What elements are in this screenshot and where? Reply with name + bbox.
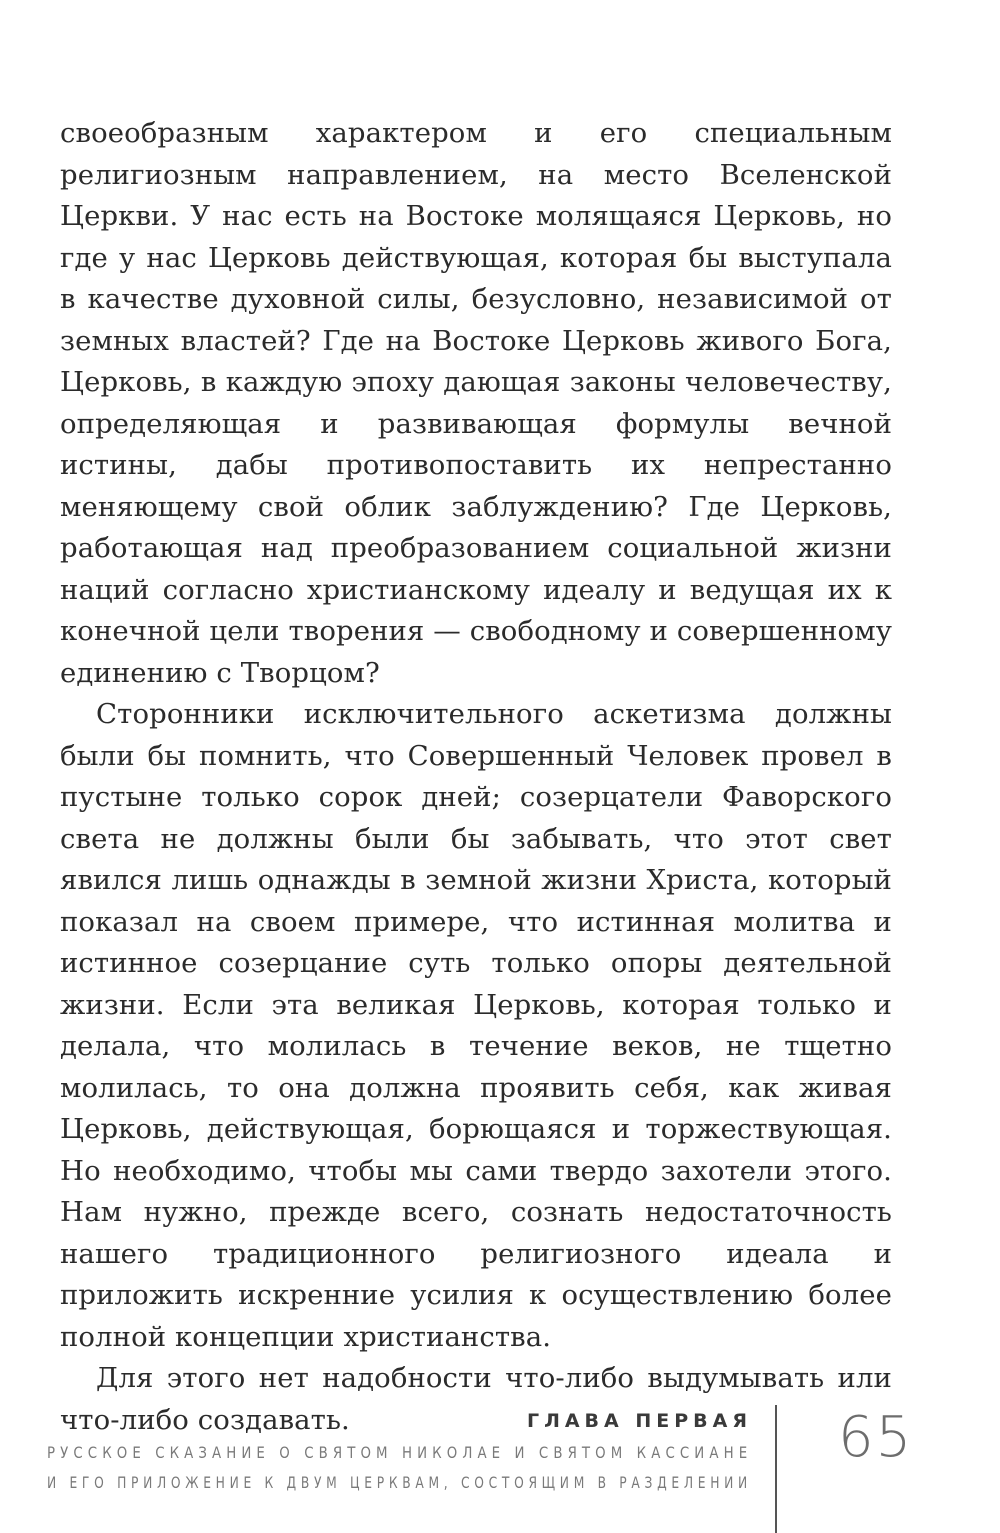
body-text xyxy=(60,113,892,1441)
paragraph-3: Для этого нет надобности что-либо выдумывать или что-либо создавать. xyxy=(60,1362,892,1436)
page-number: 65 xyxy=(838,1405,914,1470)
page-footer xyxy=(0,1405,1000,1533)
chapter-label: ГЛАВА ПЕРВАЯ xyxy=(526,1410,752,1432)
running-title-line-1: РУССКОЕ СКАЗАНИЕ О СВЯТОМ НИКОЛАЕ И СВЯТОМ КАССИАНЕ xyxy=(46,1443,752,1462)
running-title-line-2: И ЕГО ПРИЛОЖЕНИЕ К ДВУМ ЦЕРКВАМ, СОСТОЯЩИМ В РАЗДЕЛЕНИИ xyxy=(47,1473,752,1492)
paragraph-2: Сторонники исключительного аскетизма должны были бы помнить, что Совершенный Человек провел в пустыне только сорок дней; созерцатели Фаворского света не должны были бы забывать, что этот свет явился лишь однажды в земной жизни Христа, который показал на своем примере, что истинная молитва и истинное созерцание суть только опоры деятельной жизни. Если эта великая Церковь, которая только и делала, что молилась в течение веков, не тщетно молилась, то она должна проявить себя, как живая Церковь, действующая, борющаяся и торжествующая. Но необходимо, чтобы мы сами твердо захотели этого. Нам нужно, прежде всего, сознать недостаточность нашего традиционного религиозного идеала и приложить искренние усилия к осуществлению более полной концепции христианства. xyxy=(60,698,892,1353)
paragraph-1: своеобразным характером и его специальным религиозным направлением, на место Вселенской Церкви. У нас есть на Востоке молящаяся Церковь, но где у нас Церковь действующая, которая бы выступала в качестве духовной силы, безусловно, независимой от земных властей? Где на Востоке Церковь живого Бога, Церковь, в каждую эпоху дающая законы человечеству, определяющая и развивающая формулы вечной истины, дабы противопоставить их непрестанно меняющему свой облик заблуждению? Где Церковь, работающая над преобразованием социальной жизни наций согласно христианскому идеалу и ведущая их к конечной цели творения — свободному и совершенному единению с Творцом? xyxy=(60,117,892,689)
footer-divider xyxy=(775,1405,777,1533)
